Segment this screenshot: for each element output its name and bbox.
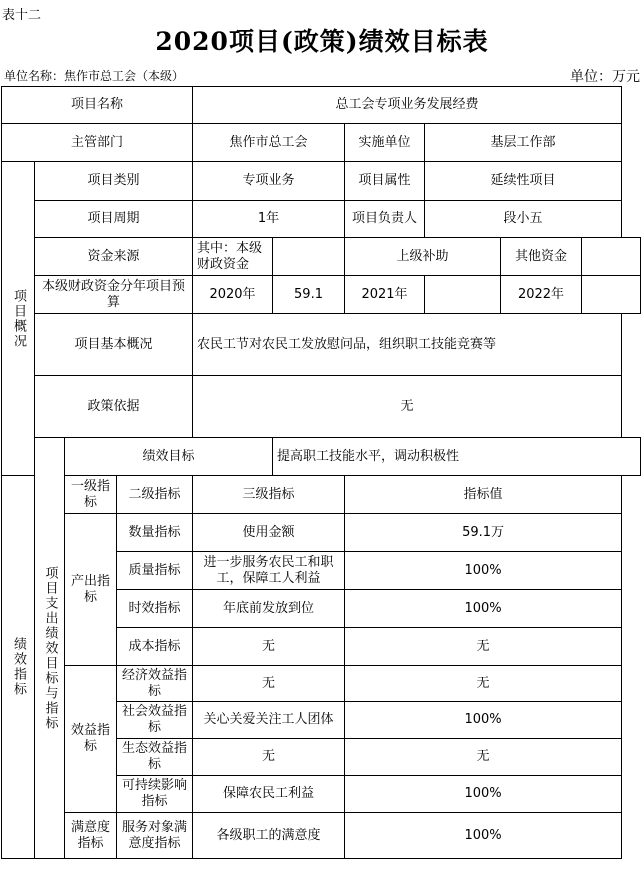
fund-other-value	[582, 238, 641, 276]
year-2020-label: 2020年	[193, 276, 273, 314]
fund-own-label: 其中：本级财政资金	[193, 238, 273, 276]
cost-label: 成本指标	[117, 628, 193, 666]
cost-value: 无	[345, 628, 622, 666]
benefit-indicator-label: 效益指标	[65, 666, 117, 813]
year-2021-label: 2021年	[345, 276, 425, 314]
impl-unit-label: 实施单位	[345, 124, 425, 162]
year-2022-label: 2022年	[501, 276, 582, 314]
project-name-label: 项目名称	[2, 87, 193, 124]
col-level2: 二级指标	[117, 476, 193, 514]
eco-value: 无	[345, 739, 622, 776]
social-label: 社会效益指标	[117, 702, 193, 739]
quantity-label: 数量指标	[117, 514, 193, 552]
fund-source-label: 资金来源	[35, 238, 193, 276]
goal-label: 绩效目标	[65, 438, 273, 476]
period-value: 1年	[193, 201, 345, 238]
economic-label: 经济效益指标	[117, 666, 193, 702]
economic-value: 无	[345, 666, 622, 702]
quantity-value: 59.1万	[345, 514, 622, 552]
year-2021-value	[425, 276, 501, 314]
eco-label: 生态效益指标	[117, 739, 193, 776]
performance-target-table	[1, 86, 641, 859]
economic-l3: 无	[193, 666, 345, 702]
goal-value: 提高职工技能水平，调动积极性	[273, 438, 641, 476]
currency-unit: 单位：万元	[570, 69, 640, 85]
timeliness-value: 100%	[345, 590, 622, 628]
quality-label: 质量指标	[117, 552, 193, 590]
timeliness-label: 时效指标	[117, 590, 193, 628]
year-2020-value: 59.1	[273, 276, 345, 314]
table-code: 表十二	[2, 8, 42, 23]
service-label: 服务对象满意度指标	[117, 813, 193, 859]
fund-other-label: 其他资金	[501, 238, 582, 276]
sustain-value: 100%	[345, 776, 622, 813]
category-label: 项目类别	[35, 162, 193, 201]
quality-l3: 进一步服务农民工和职工，保障工人利益	[193, 552, 345, 590]
project-name-value: 总工会专项业务发展经费	[193, 87, 622, 124]
period-label: 项目周期	[35, 201, 193, 238]
quality-value: 100%	[345, 552, 622, 590]
col-value: 指标值	[345, 476, 622, 514]
year-2022-value	[582, 276, 641, 314]
unit-name: 单位名称：焦作市总工会（本级）	[4, 69, 185, 83]
fund-own-value	[273, 238, 345, 276]
social-value: 100%	[345, 702, 622, 739]
eco-l3: 无	[193, 739, 345, 776]
owner-value: 段小五	[425, 201, 622, 238]
summary-value: 农民工节对农民工发放慰问品，组织职工技能竞赛等	[193, 314, 622, 376]
output-indicator-label: 产出指标	[65, 514, 117, 666]
policy-label: 政策依据	[35, 376, 193, 438]
impl-unit-value: 基层工作部	[425, 124, 622, 162]
category-value: 专项业务	[193, 162, 345, 201]
service-l3: 各级职工的满意度	[193, 813, 345, 859]
dept-label: 主管部门	[2, 124, 193, 162]
timeliness-l3: 年底前发放到位	[193, 590, 345, 628]
cost-l3: 无	[193, 628, 345, 666]
satisfaction-indicator-label: 满意度指标	[65, 813, 117, 859]
owner-label: 项目负责人	[345, 201, 425, 238]
sustain-l3: 保障农民工利益	[193, 776, 345, 813]
attribute-label: 项目属性	[345, 162, 425, 201]
policy-value: 无	[193, 376, 622, 438]
performance-section-label: 项目支出绩效目标与指标	[35, 438, 65, 859]
fund-upper-label: 上级补助	[345, 238, 501, 276]
social-l3: 关心关爱关注工人团体	[193, 702, 345, 739]
col-level3: 三级指标	[193, 476, 345, 514]
dept-value: 焦作市总工会	[193, 124, 345, 162]
service-value: 100%	[345, 813, 622, 859]
quantity-l3: 使用金额	[193, 514, 345, 552]
summary-label: 项目基本概况	[35, 314, 193, 376]
col-level1: 一级指标	[65, 476, 117, 514]
indicators-label: 绩效指标	[2, 476, 35, 859]
page-title: 2020项目(政策)绩效目标表	[155, 27, 489, 56]
sustain-label: 可持续影响指标	[117, 776, 193, 813]
attribute-value: 延续性项目	[425, 162, 622, 201]
budget-label: 本级财政资金分年项目预算	[35, 276, 193, 314]
overview-section-label: 项目概况	[2, 162, 35, 476]
